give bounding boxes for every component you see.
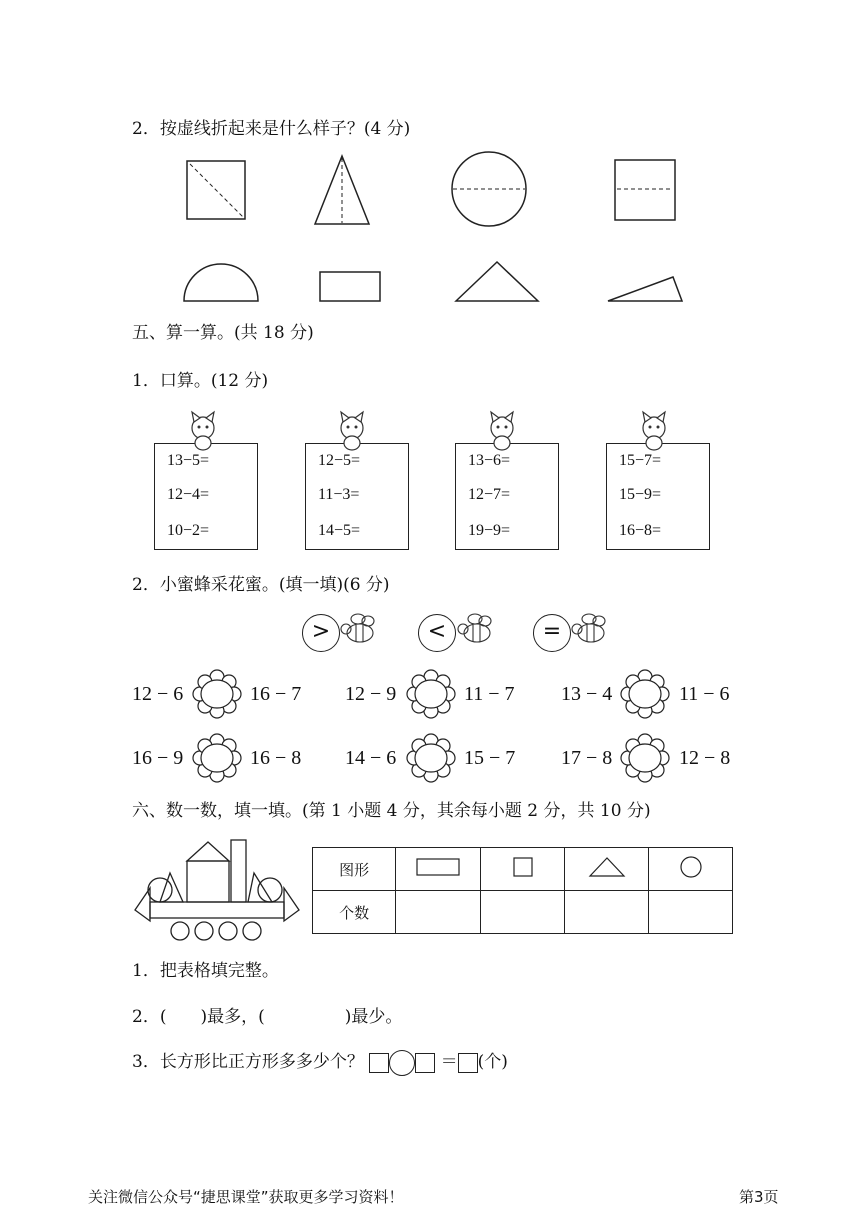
expression-left: 16 − 9 xyxy=(132,747,184,769)
page-number: 第3页 xyxy=(739,1188,779,1206)
section-6-q1: 1．把表格填完整。 xyxy=(132,961,279,981)
expression-left: 12 − 9 xyxy=(345,683,397,705)
q2-prefix: 2．( xyxy=(132,1007,167,1027)
math-item: 12−4= xyxy=(167,486,210,503)
table-cell-circle xyxy=(649,848,733,891)
math-item: 10−2= xyxy=(167,522,210,539)
table-cell-triangle xyxy=(564,848,648,891)
math-item: 14−5= xyxy=(318,522,361,539)
operator-circle[interactable] xyxy=(389,1050,415,1076)
table-cell-square xyxy=(481,848,565,891)
count-cell[interactable] xyxy=(481,891,565,934)
math-item: 15−7= xyxy=(619,452,662,469)
less-than-symbol: < xyxy=(418,614,456,652)
answer-box[interactable] xyxy=(415,1053,435,1073)
square-icon xyxy=(513,857,533,877)
unit-label: (个) xyxy=(477,1052,508,1072)
count-cell[interactable] xyxy=(564,891,648,934)
math-item: 12−7= xyxy=(468,486,511,503)
expression-right: 11 − 7 xyxy=(464,683,515,705)
count-cell[interactable] xyxy=(649,891,733,934)
answer-box[interactable] xyxy=(458,1053,478,1073)
q2-mid: )最多，( xyxy=(200,1007,265,1027)
math-item: 13−5= xyxy=(167,452,210,469)
math-item: 12−5= xyxy=(318,452,361,469)
equals-symbol: = xyxy=(533,614,571,652)
q3-prompt: 3．长方形比正方形多多少个？ xyxy=(132,1052,364,1072)
shape-count-table xyxy=(312,847,733,934)
circle-icon xyxy=(680,856,702,878)
triangle-icon xyxy=(589,857,625,877)
section-5-title: 五、算一算。(共 18 分) xyxy=(132,323,314,343)
count-cell[interactable] xyxy=(396,891,481,934)
expression-left: 12 − 6 xyxy=(132,683,184,705)
rectangle-icon xyxy=(416,858,460,876)
footer-note: 关注微信公众号“捷思课堂”获取更多学习资料！ xyxy=(88,1188,404,1206)
equals-sign: ＝ xyxy=(440,1052,458,1072)
math-item: 11−3= xyxy=(318,486,360,503)
question-fold-title: 2．按虚线折起来是什么样子？(4 分) xyxy=(132,119,411,139)
section-5-q2-title: 2．小蜜蜂采花蜜。(填一填)(6 分) xyxy=(132,575,390,595)
greater-than-symbol: > xyxy=(302,614,340,652)
expression-left: 13 − 4 xyxy=(561,683,613,705)
expression-right: 16 − 7 xyxy=(250,683,302,705)
q2-suffix: )最少。 xyxy=(344,1007,403,1027)
expression-right: 15 − 7 xyxy=(464,747,516,769)
section-6-q3 xyxy=(132,1048,508,1076)
expression-right: 12 − 8 xyxy=(679,747,731,769)
section-6-q2 xyxy=(132,1006,402,1028)
section-5-q1-title: 1．口算。(12 分) xyxy=(132,371,269,391)
math-item: 19−9= xyxy=(468,522,511,539)
math-item: 16−8= xyxy=(619,522,662,539)
math-item: 13−6= xyxy=(468,452,511,469)
expression-left: 17 − 8 xyxy=(561,747,613,769)
table-cell-rectangle xyxy=(396,848,481,891)
table-row-label: 个数 xyxy=(313,891,396,934)
section-6-title: 六、数一数，填一填。(第 1 小题 4 分，其余每小题 2 分，共 10 分) xyxy=(132,801,651,821)
math-item: 15−9= xyxy=(619,486,662,503)
expression-left: 14 − 6 xyxy=(345,747,397,769)
expression-right: 11 − 6 xyxy=(679,683,730,705)
table-row-label: 图形 xyxy=(313,848,396,891)
expression-right: 16 − 8 xyxy=(250,747,302,769)
answer-box[interactable] xyxy=(369,1053,389,1073)
